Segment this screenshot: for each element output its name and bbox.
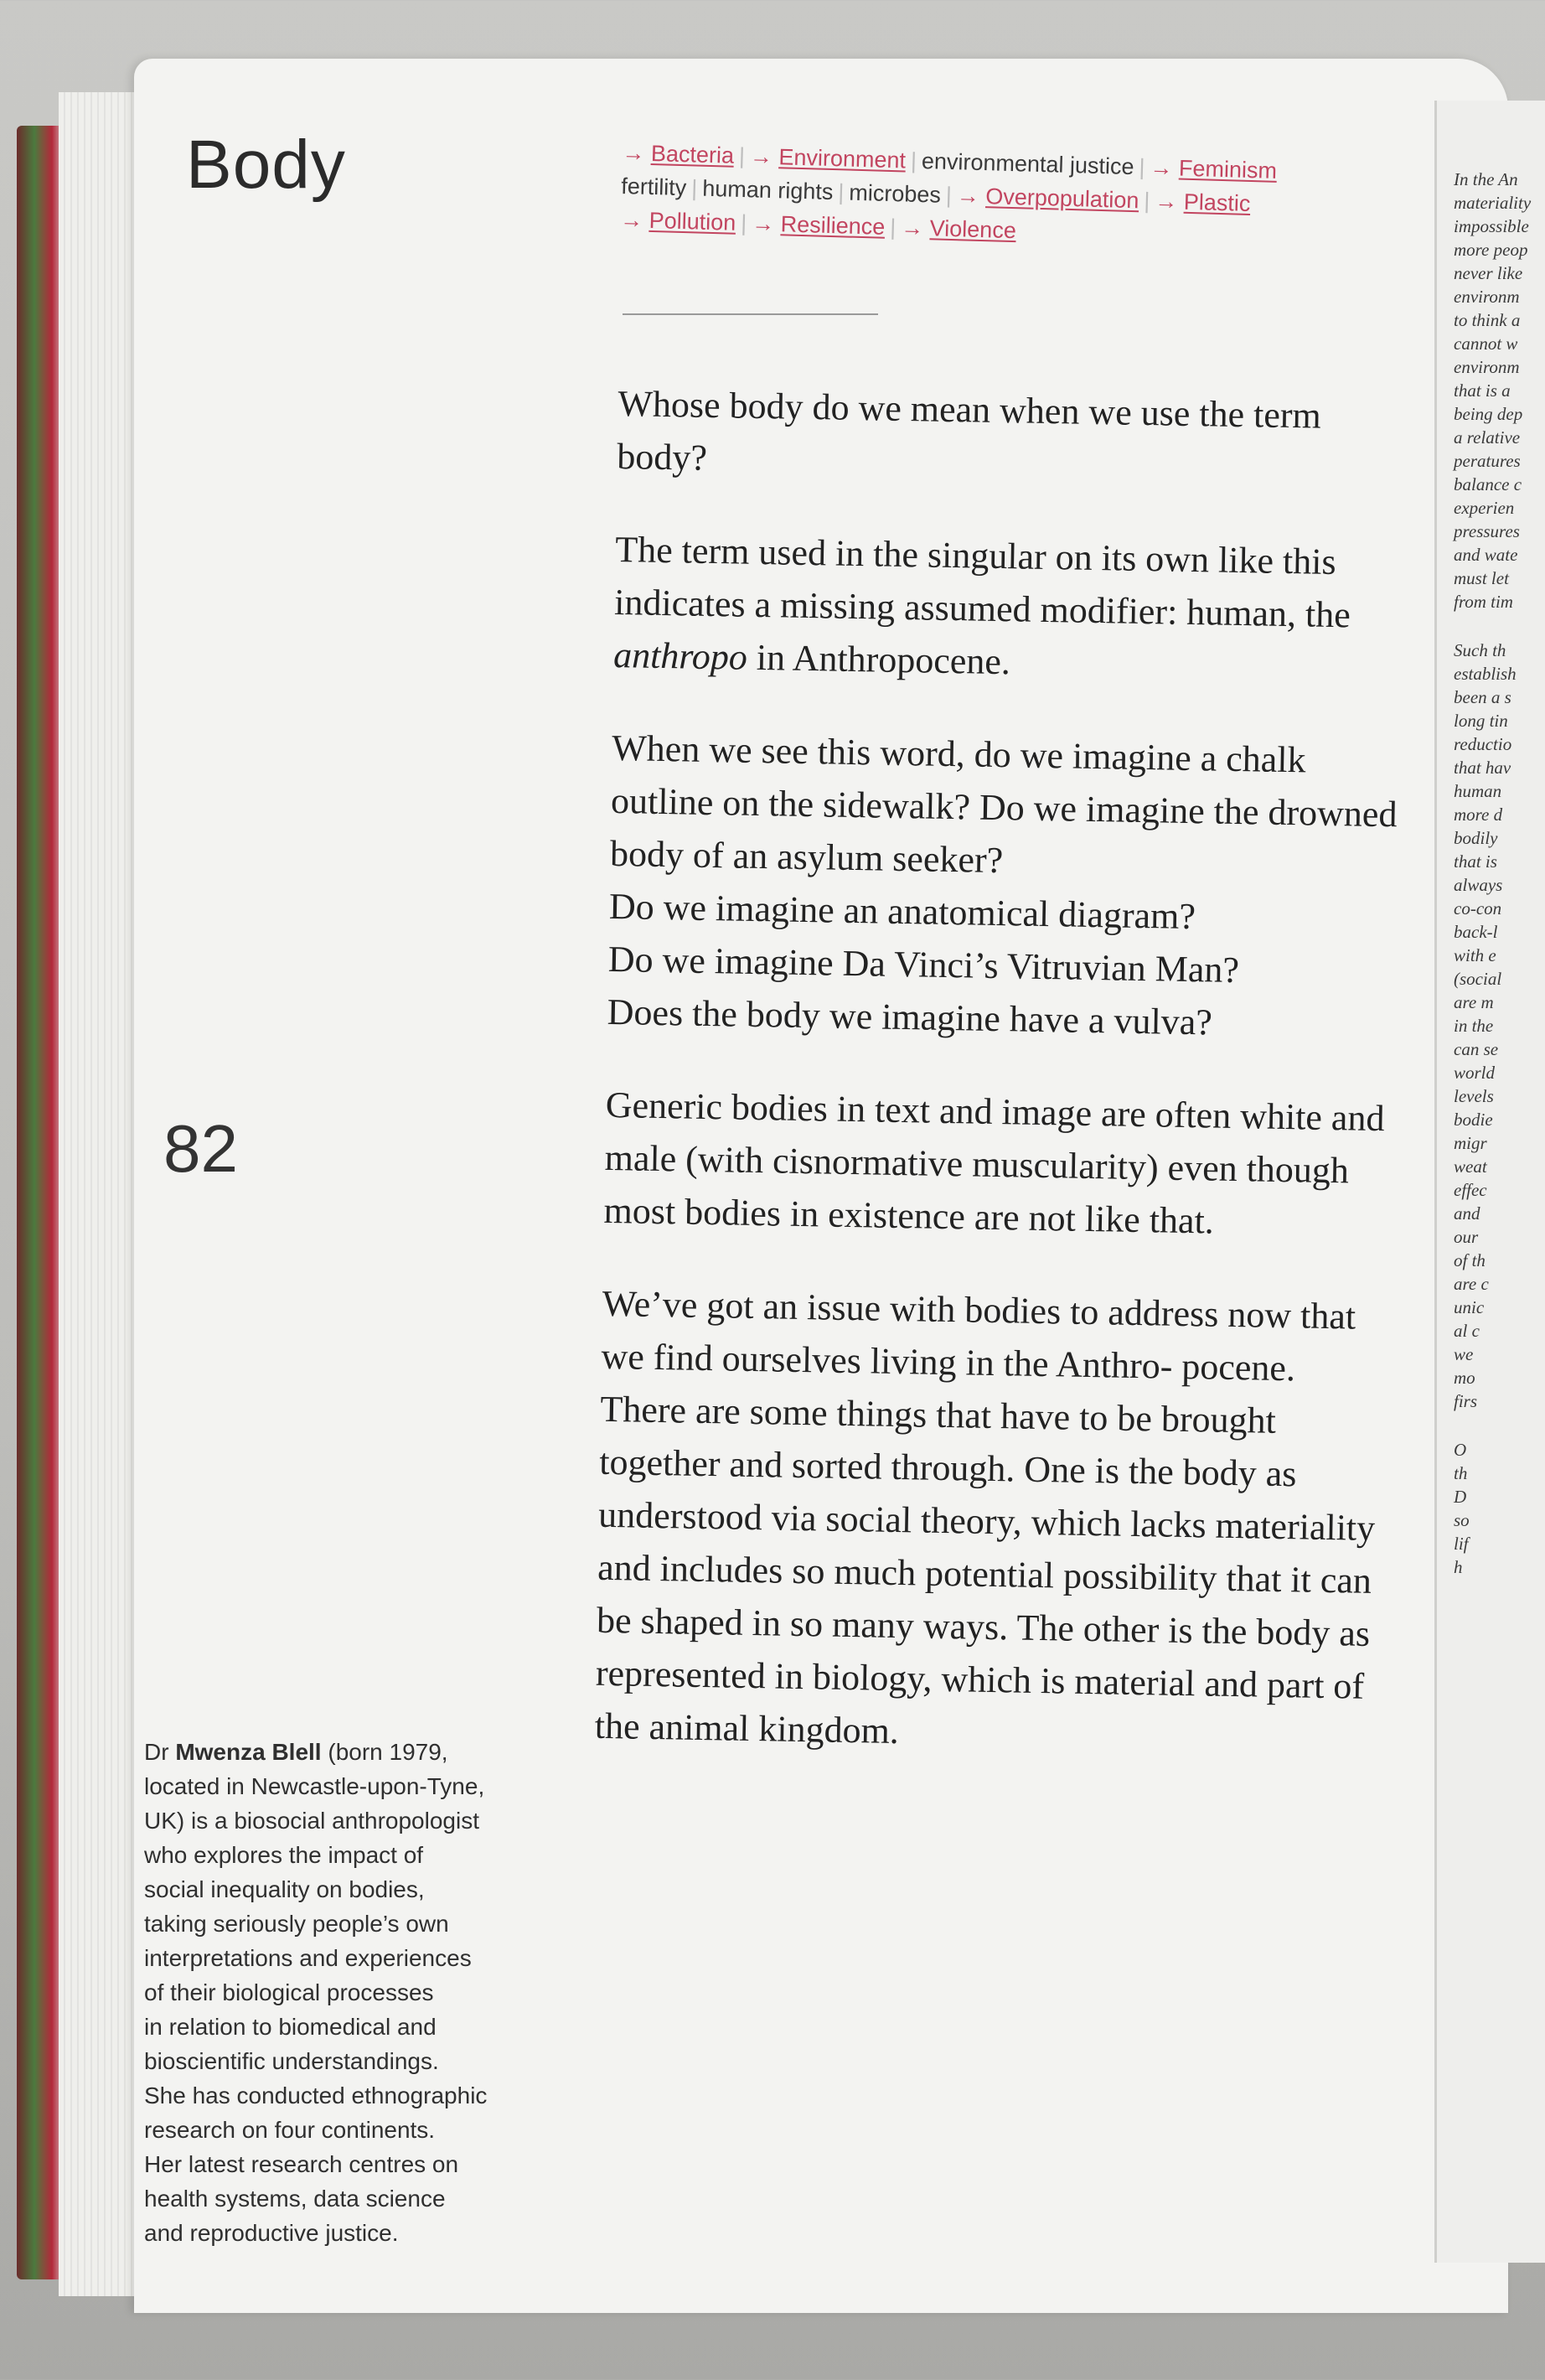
tag-link[interactable]: Resilience — [780, 211, 886, 240]
facing-page-line: balance c — [1454, 474, 1522, 494]
author-bio — [144, 1735, 563, 2250]
tag-separator: | — [690, 175, 698, 201]
facing-page-line: establish — [1454, 664, 1517, 684]
bio-line: social inequality on bodies, — [144, 1876, 425, 1902]
tag-separator: | — [945, 182, 953, 208]
facing-page-line: co-con — [1454, 898, 1502, 918]
bio-line: health systems, data science — [144, 2186, 446, 2212]
essay-text — [594, 377, 1406, 1806]
paragraph-4: Generic bodies in text and image are often white and male (with cisnormative muscularity) even though most bodies in existence are not like that. — [603, 1084, 1385, 1242]
facing-page-line: al c — [1454, 1321, 1480, 1341]
facing-page — [1434, 101, 1545, 2263]
paragraph-5: We’ve got an issue with bodies to address now that we find ourselves living in the Anthro- pocene. There are some things that have to be brought together and sorted through. One is the body as understood via social theory, which lacks materiality and includes so much potential possibility that it can be shaped in so many ways. The other is the body as represented in biology, which is material and part of the animal kingdom. — [594, 1282, 1376, 1752]
tag-arrow-icon: → — [751, 210, 782, 237]
facing-page-line: that hav — [1454, 758, 1511, 778]
tag-link[interactable]: Bacteria — [650, 140, 735, 168]
facing-page-line: long tin — [1454, 711, 1508, 731]
facing-page-line: of th — [1454, 1250, 1486, 1270]
facing-page-line: mo — [1454, 1368, 1475, 1388]
page-stack-lines — [59, 92, 138, 2296]
facing-page-line: and wate — [1454, 545, 1518, 565]
facing-page-line: we — [1454, 1344, 1474, 1364]
facing-page-line: environm — [1454, 287, 1520, 307]
tag-keyword: fertility — [620, 173, 687, 201]
facing-page-line: and — [1454, 1203, 1480, 1224]
facing-page-line: are c — [1454, 1274, 1489, 1294]
paragraph-3 — [607, 722, 1399, 1052]
facing-page-line: can se — [1454, 1039, 1499, 1059]
paragraph-2-end: in Anthropocene. — [747, 636, 1011, 683]
facing-page-text — [1437, 101, 1545, 1579]
facing-page-line: been a s — [1454, 687, 1511, 707]
bio-line: bioscientific understandings. — [144, 2048, 439, 2074]
bio-line: located in Newcastle-upon-Tyne, — [144, 1773, 485, 1799]
page-title: Body — [186, 127, 346, 203]
facing-page-line: are m — [1454, 992, 1494, 1012]
tag-keyword: environmental justice — [921, 147, 1134, 180]
bio-line-1 — [144, 1735, 563, 1769]
related-topics — [620, 136, 1326, 256]
bio-line: research on four continents. — [144, 2117, 436, 2143]
facing-page-line: reductio — [1454, 734, 1512, 754]
tag-separator: | — [738, 142, 746, 169]
facing-page-line: from tim — [1454, 592, 1513, 612]
facing-page-line: more peop — [1454, 240, 1528, 260]
tag-arrow-icon: → — [956, 183, 986, 210]
section-divider — [623, 313, 878, 315]
facing-page-line: levels — [1454, 1086, 1494, 1106]
facing-page-line: peratures — [1454, 451, 1521, 471]
facing-page-line: In the An — [1454, 169, 1518, 189]
tag-link[interactable]: Overpopulation — [984, 184, 1139, 214]
facing-page-line: h — [1454, 1557, 1463, 1577]
tag-link[interactable]: Violence — [929, 215, 1017, 244]
bio-prefix: Dr — [144, 1739, 176, 1765]
facing-page-line: experien — [1454, 498, 1515, 518]
bio-line: interpretations and experiences — [144, 1945, 472, 1971]
bio-line: taking seriously people’s own — [144, 1911, 449, 1937]
facing-page-line: effec — [1454, 1180, 1487, 1200]
tag-separator: | — [1139, 154, 1145, 180]
facing-page-line: so — [1454, 1510, 1470, 1530]
paragraph-2-start: The term used in the singular on its own like this indicates a missing assumed modifier: human, the — [613, 528, 1351, 636]
bio-birth: (born 1979, — [321, 1739, 448, 1765]
facing-page-line: O — [1454, 1440, 1467, 1460]
facing-page-line: being dep — [1454, 404, 1523, 424]
paragraph-3-line-2: Do we imagine an anatomical diagram? — [608, 885, 1196, 938]
bio-line: who explores the impact of — [144, 1842, 424, 1868]
facing-page-line: never like — [1454, 263, 1523, 283]
paragraph-3-line-3: Do we imagine Da Vinci’s Vitruvian Man? — [607, 938, 1240, 991]
facing-page-line: lif — [1454, 1534, 1469, 1554]
facing-page-line: pressures — [1454, 521, 1520, 541]
facing-page-line: cannot w — [1454, 334, 1518, 354]
tag-arrow-icon: → — [900, 215, 931, 241]
facing-page-line: environm — [1454, 357, 1520, 377]
facing-page-line: firs — [1454, 1391, 1478, 1411]
page-number: 82 — [163, 1111, 238, 1186]
tag-arrow-icon: → — [1155, 188, 1185, 215]
tag-separator: | — [889, 214, 897, 241]
tag-link[interactable]: Environment — [778, 144, 907, 173]
tag-link[interactable]: Pollution — [648, 207, 736, 235]
facing-page-line: more d — [1454, 805, 1503, 825]
tag-separator: | — [910, 147, 917, 173]
bio-line: She has conducted ethnographic — [144, 2082, 488, 2108]
facing-page-line: materiality — [1454, 193, 1532, 213]
tag-link[interactable]: Plastic — [1183, 189, 1251, 216]
facing-page-line: th — [1454, 1463, 1468, 1483]
tag-arrow-icon: → — [619, 206, 650, 233]
bio-line: UK) is a biosocial anthropologist — [144, 1808, 479, 1834]
facing-paragraph-gap — [1454, 613, 1545, 639]
paragraph-2-italic: anthropo — [612, 634, 748, 678]
tag-separator: | — [740, 210, 747, 236]
facing-page-line: weat — [1454, 1156, 1487, 1177]
facing-page-line: a relative — [1454, 427, 1521, 448]
facing-page-line: bodily — [1454, 828, 1498, 848]
facing-page-line: must let — [1454, 568, 1509, 588]
bio-line: and reproductive justice. — [144, 2220, 399, 2246]
tag-keyword: microbes — [848, 179, 942, 208]
facing-paragraph-gap — [1454, 1413, 1545, 1438]
facing-page-line: world — [1454, 1063, 1496, 1083]
facing-page-line: (social — [1454, 969, 1502, 989]
facing-page-line: back-l — [1454, 922, 1498, 942]
paragraph-2 — [613, 523, 1403, 695]
tag-link[interactable]: Feminism — [1178, 155, 1278, 184]
facing-page-line: D — [1454, 1487, 1467, 1507]
bio-line: in relation to biomedical and — [144, 2014, 437, 2040]
facing-page-line: always — [1454, 875, 1503, 895]
facing-page-line: to think a — [1454, 310, 1521, 330]
tag-separator: | — [1143, 188, 1150, 214]
facing-page-line: in the — [1454, 1016, 1494, 1036]
facing-page-line: our — [1454, 1227, 1479, 1247]
bio-line: Her latest research centres on — [144, 2151, 459, 2177]
tag-arrow-icon: → — [1150, 154, 1180, 181]
tag-arrow-icon: → — [622, 139, 652, 166]
tag-separator: | — [837, 179, 845, 205]
bio-line: of their biological processes — [144, 1979, 434, 2005]
tag-arrow-icon: → — [749, 143, 779, 170]
paragraph-3-line-1: When we see this word, do we imagine a chalk outline on the sidewalk? Do we imagine the drowned body of an asylum seeker? — [609, 727, 1398, 882]
paragraph-3-line-4: Does the body we imagine have a vulva? — [607, 991, 1213, 1043]
facing-page-line: migr — [1454, 1133, 1487, 1153]
facing-page-line: human — [1454, 781, 1502, 801]
facing-page-line: Such th — [1454, 640, 1506, 660]
facing-page-line: that is a — [1454, 380, 1511, 401]
facing-page-line: with e — [1454, 945, 1496, 965]
facing-page-line: impossible — [1454, 216, 1529, 236]
facing-page-line: bodie — [1454, 1110, 1493, 1130]
paragraph-1: Whose body do we mean when we use the term body? — [616, 382, 1322, 479]
author-name: Mwenza Blell — [175, 1739, 322, 1765]
tag-keyword: human rights — [701, 175, 834, 205]
facing-page-line: unic — [1454, 1297, 1485, 1317]
facing-page-line: that is — [1454, 851, 1497, 872]
